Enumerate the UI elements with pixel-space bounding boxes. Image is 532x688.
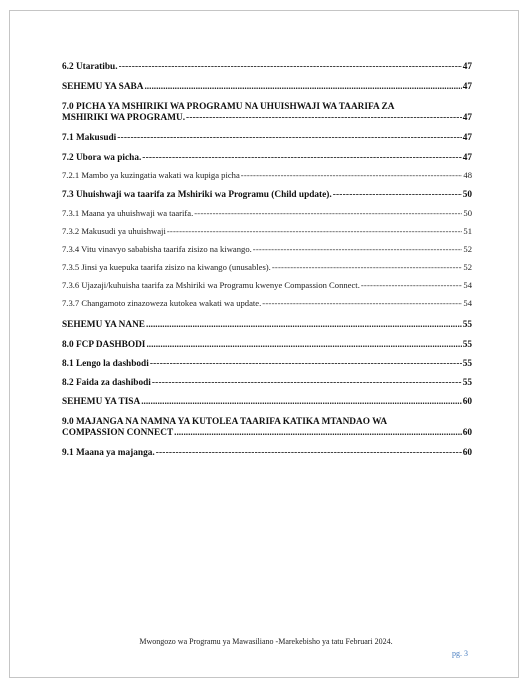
toc-entry-label: 8.2 Faida za dashibodi [62,378,151,388]
toc-page-number: 55 [462,359,472,369]
toc-page-number: 60 [462,428,472,438]
toc-page-number: 51 [463,226,472,236]
toc-entry[interactable] [62,298,472,309]
toc-entry[interactable] [62,320,472,331]
toc-entry-label: 7.2.1 Mambo ya kuzingatia wakati wa kupiga picha [62,170,240,180]
toc-entry-label: 8.0 FCP DASHBODI [62,340,146,350]
toc-leader [152,378,462,389]
toc-entry-label: 6.2 Utaratibu. [62,62,118,72]
toc-leader [361,280,463,291]
toc-entry[interactable] [62,417,472,439]
toc-page-number: 47 [462,133,472,143]
toc-entry[interactable] [62,448,472,459]
toc-entry[interactable] [62,280,472,291]
toc-page-number: 60 [462,397,472,407]
toc-entry-label: 7.3.1 Maana ya uhuishwaji wa taarifa. [62,208,194,218]
toc-leader [146,320,462,331]
toc-leader [117,133,461,144]
toc-entry[interactable] [62,262,472,273]
toc-entry-label: 7.3.4 Vitu vinavyo sababisha taarifa zisizo na kiwango. [62,244,252,254]
toc-entry-label: 7.3.7 Changamoto zinazoweza kutokea wakati wa update. [62,298,262,308]
toc-page-number: 47 [462,113,472,123]
toc-entry[interactable] [62,62,472,73]
toc-entry-label-continued: COMPASSION CONNECT [62,428,174,438]
toc-page-number: 47 [462,82,472,92]
toc-entry[interactable] [62,378,472,389]
toc-entry-label: SEHEMU YA TISA [62,397,141,407]
toc-entry-label: 7.3 Uhuishwaji wa taarifa za Mshiriki wa Programu (Child update). [62,190,332,200]
toc-entry[interactable] [62,170,472,181]
toc-leader [141,397,462,408]
toc-entry-label-continued: MSHIRIKI WA PROGRAMU. [62,113,186,123]
toc-entry-label: 7.3.5 Jinsi ya kuepuka taarifa zisizo na kiwango (unusables). [62,262,271,272]
toc-entry[interactable] [62,190,472,201]
toc-page-number: 50 [463,208,472,218]
toc-leader [194,208,462,219]
page-footer: Mwongozo wa Programu ya Mawasiliano -Marekebisho ya tatu Februari 2024. [139,637,393,646]
toc-entry[interactable] [62,208,472,219]
toc-page-number: 54 [463,280,472,290]
toc-entry-label: 7.1 Makusudi [62,133,117,143]
toc-entry[interactable] [62,397,472,408]
toc-page-number: 52 [463,244,472,254]
toc-page-number: 52 [463,262,472,272]
toc-entry-label: SEHEMU YA NANE [62,320,145,330]
toc-page-number: 54 [463,298,472,308]
toc-leader [272,262,463,273]
toc-entry[interactable] [62,359,472,370]
toc-entry[interactable] [62,153,472,164]
toc-page-number: 47 [462,153,472,163]
toc-page-number: 60 [462,448,472,458]
toc-leader [262,298,462,309]
toc-page-number: 55 [462,340,472,350]
toc-leader [156,448,462,459]
toc-entry[interactable] [62,133,472,144]
toc-entry-label: 9.0 MAJANGA NA NAMNA YA KUTOLEA TAARIFA KATIKA MTANDAO WA [62,417,388,427]
toc-entry-label: 7.3.2 Makusudi ya uhuishwaji [62,226,166,236]
toc-entry-label: 7.0 PICHA YA MSHIRIKI WA PROGRAMU NA UHUISHWAJI WA TAARIFA ZA [62,102,395,112]
toc-entry[interactable] [62,82,472,93]
toc-leader [146,340,461,351]
toc-page-number: 55 [462,378,472,388]
toc-leader [144,82,461,93]
toc-page-number: 50 [462,190,472,200]
toc-leader [119,62,462,73]
toc-entry-label: 7.2 Ubora wa picha. [62,153,142,163]
toc-entry[interactable] [62,102,472,124]
toc-page-number: 47 [462,62,472,72]
toc-entry-label: 8.1 Lengo la dashbodi [62,359,149,369]
toc-entry-label: 7.3.6 Ujazaji/kuhuisha taarifa za Mshiriki wa Programu kwenye Compassion Connect. [62,280,360,290]
toc-page-number: 48 [463,170,472,180]
toc-leader [174,428,462,439]
toc-entry[interactable] [62,244,472,255]
toc-leader [333,190,462,201]
toc-entry[interactable] [62,340,472,351]
page-number: pg. 3 [452,649,468,658]
toc-page-number: 55 [462,320,472,330]
toc-entry[interactable] [62,226,472,237]
toc-leader [150,359,462,370]
toc-leader [241,170,463,181]
toc-leader [167,226,463,237]
toc-leader [253,244,463,255]
toc-leader [186,113,462,124]
toc-leader [142,153,461,164]
toc-entry-label: SEHEMU YA SABA [62,82,144,92]
toc-entry-label: 9.1 Maana ya majanga. [62,448,155,458]
